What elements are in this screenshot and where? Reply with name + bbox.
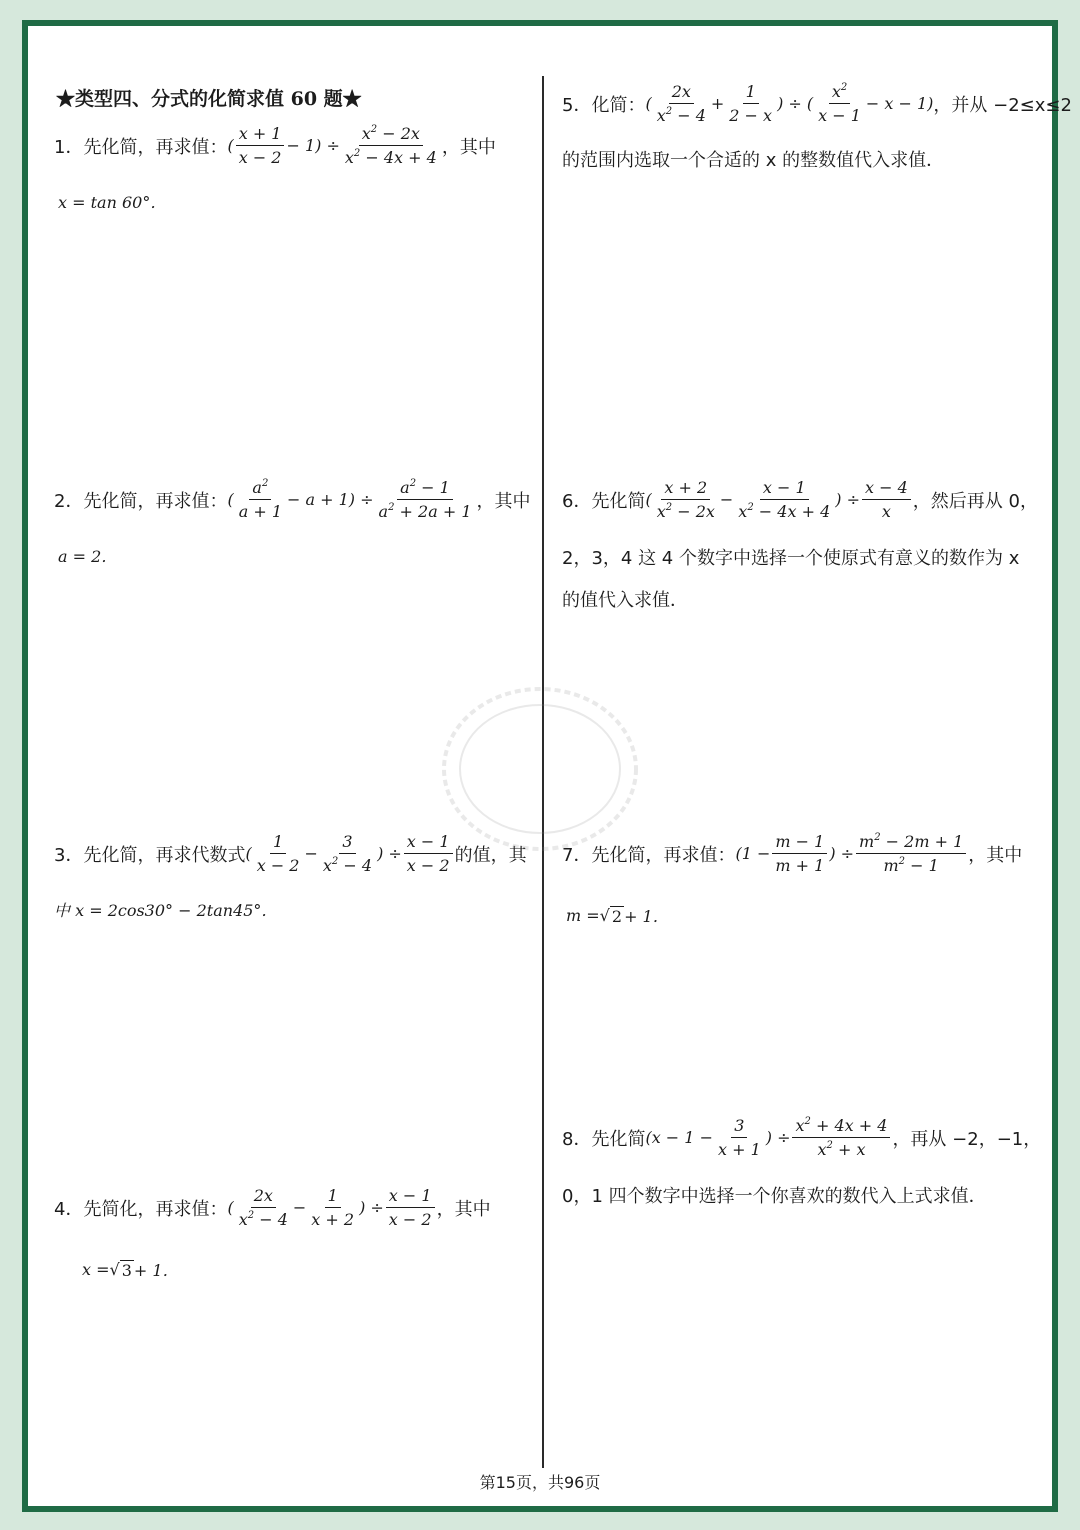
problem-instruction: 先化简，再求值： [83,136,228,158]
problem-number: 8． [562,1128,592,1150]
fraction: $\frac{2x}{x^2 - 4}$ [238,1186,288,1229]
fraction: $\frac{x + 1}{x - 2}$ [236,124,285,167]
problem-number: 4． [54,1198,84,1220]
problem-instruction: 化简： [591,94,646,116]
page-footer: 第15页，共96页 [479,1473,601,1492]
fraction: $\frac{2x}{x^2 - 4}$ [656,82,706,125]
fraction: $\frac{x - 1}{x - 2}$ [386,1186,435,1229]
fraction: $\frac{1}{2 - x}$ [729,82,773,125]
problem-5-condition: 的范围内选取一个合适的 x 的整数值代入求值． [562,150,945,171]
problem-number: 1． [54,136,84,158]
fraction: $\frac{x - 1}{x - 2}$ [404,832,453,875]
problem-1-condition: x = tan 60°． [58,193,167,212]
problem-8-line-2: 0，1 四个数字中选择一个你喜欢的数代入上式求值． [562,1186,987,1207]
column-divider [542,76,544,1468]
problem-number: 7． [562,844,592,866]
problem-6-line-1: 6． 先化简 ( $\frac{x + 2}{x^2 - 2x}$ − $\frac{x - 1}{x^2 - 4x + 4}$ ) ÷ $\frac{x - 4}{x}$ ，然后再从 0， [562,478,1038,521]
fraction: $\frac{3}{x + 1}$ [717,1116,761,1159]
section-title: ★类型四、分式的化简求值 60 题★ [56,88,362,110]
watermark-stamp [440,684,640,854]
fraction: $\frac{x - 4}{x}$ [862,478,911,521]
problem-instruction: 先化简，再求值： [83,490,228,512]
fraction: $\frac{1}{x - 2}$ [256,832,300,875]
problem-number: 5． [562,94,592,116]
problem-3-line-1: 3． 先化简，再求代数式 ( $\frac{1}{x - 2}$ − $\frac{3}{x^2 - 4}$ ) ÷ $\frac{x - 1}{x - 2}$ 的值，其 [54,832,527,875]
fraction: $\frac{x^2}{x - 1}$ [818,82,861,125]
problem-instruction: 先化简 [591,1128,646,1150]
problem-instruction: 先简化，再求值： [83,1198,228,1220]
problem-4-condition: x = √ 3 + 1． [82,1260,179,1280]
problem-instruction: 先化简，再求代数式 [83,844,246,866]
problem-number: 6． [562,490,592,512]
problem-2-condition: a = 2． [58,547,118,566]
problem-7-line-1: 7． 先化简，再求值： (1 − $\frac{m - 1}{m + 1}$ ) ÷ $\frac{m^2 - 2m + 1}{m^2 - 1}$ ，其中 [562,832,1023,875]
fraction: $\frac{a^2 - 1}{a^2 + 2a + 1}$ [378,478,472,521]
fraction: $\frac{x^2 + 4x + 4}{x^2 + x}$ [792,1116,890,1159]
problem-7-condition: m = √ 2 + 1． [566,906,669,926]
problem-1-line-1: 1． 先化简，再求值： ( $\frac{x + 1}{x - 2}$ − 1) ÷ $\frac{x^2 - 2x}{x^2 - 4x + 4}$ ，其中 [54,124,496,167]
fraction: $\frac{x + 2}{x^2 - 2x}$ [656,478,715,521]
fraction: $\frac{m^2 - 2m + 1}{m^2 - 1}$ [856,832,966,875]
problem-6-line-2: 2，3，4 这 4 个数字中选择一个使原式有意义的数作为 x [562,548,1020,569]
fraction: $\frac{1}{x + 2}$ [311,1186,355,1229]
fraction: $\frac{3}{x^2 - 4}$ [322,832,373,875]
problem-number: 3． [54,844,84,866]
problem-8-line-1: 8． 先化简 (x − 1 − $\frac{3}{x + 1}$ ) ÷ $\frac{x^2 + 4x + 4}{x^2 + x}$ ，再从 −2，−1， [562,1116,1042,1159]
fraction: $\frac{x - 1}{x^2 - 4x + 4}$ [738,478,831,521]
problem-instruction: 先化简，再求值： [591,844,736,866]
problem-3-condition: 中 x = 2cos30° − 2tan45°． [54,901,278,920]
problem-4-line-1: 4． 先简化，再求值： ( $\frac{2x}{x^2 - 4}$ − $\frac{1}{x + 2}$ ) ÷ $\frac{x - 1}{x - 2}$ ，其中 [54,1186,491,1229]
page-frame [22,20,1072,1512]
fraction: $\frac{a^2}{a + 1}$ [238,478,282,521]
problem-2-line-1: 2． 先化简，再求值： ( $\frac{a^2}{a + 1}$ − a + 1) ÷ $\frac{a^2 - 1}{a^2 + 2a + 1}$ ，其中 [54,478,531,521]
fraction: $\frac{x^2 - 2x}{x^2 - 4x + 4}$ [344,124,437,167]
fraction: $\frac{m - 1}{m + 1}$ [772,832,827,875]
problem-instruction: 先化简 [591,490,646,512]
problem-6-line-3: 的值代入求值． [562,590,688,611]
problem-number: 2． [54,490,84,512]
problem-5-line-1: 5． 化简： ( $\frac{2x}{x^2 - 4}$ + $\frac{1}{2 - x}$ ) ÷ ( $\frac{x^2}{x - 1}$ − x − 1) ，并从 −2≤x≤2 [562,82,1072,125]
